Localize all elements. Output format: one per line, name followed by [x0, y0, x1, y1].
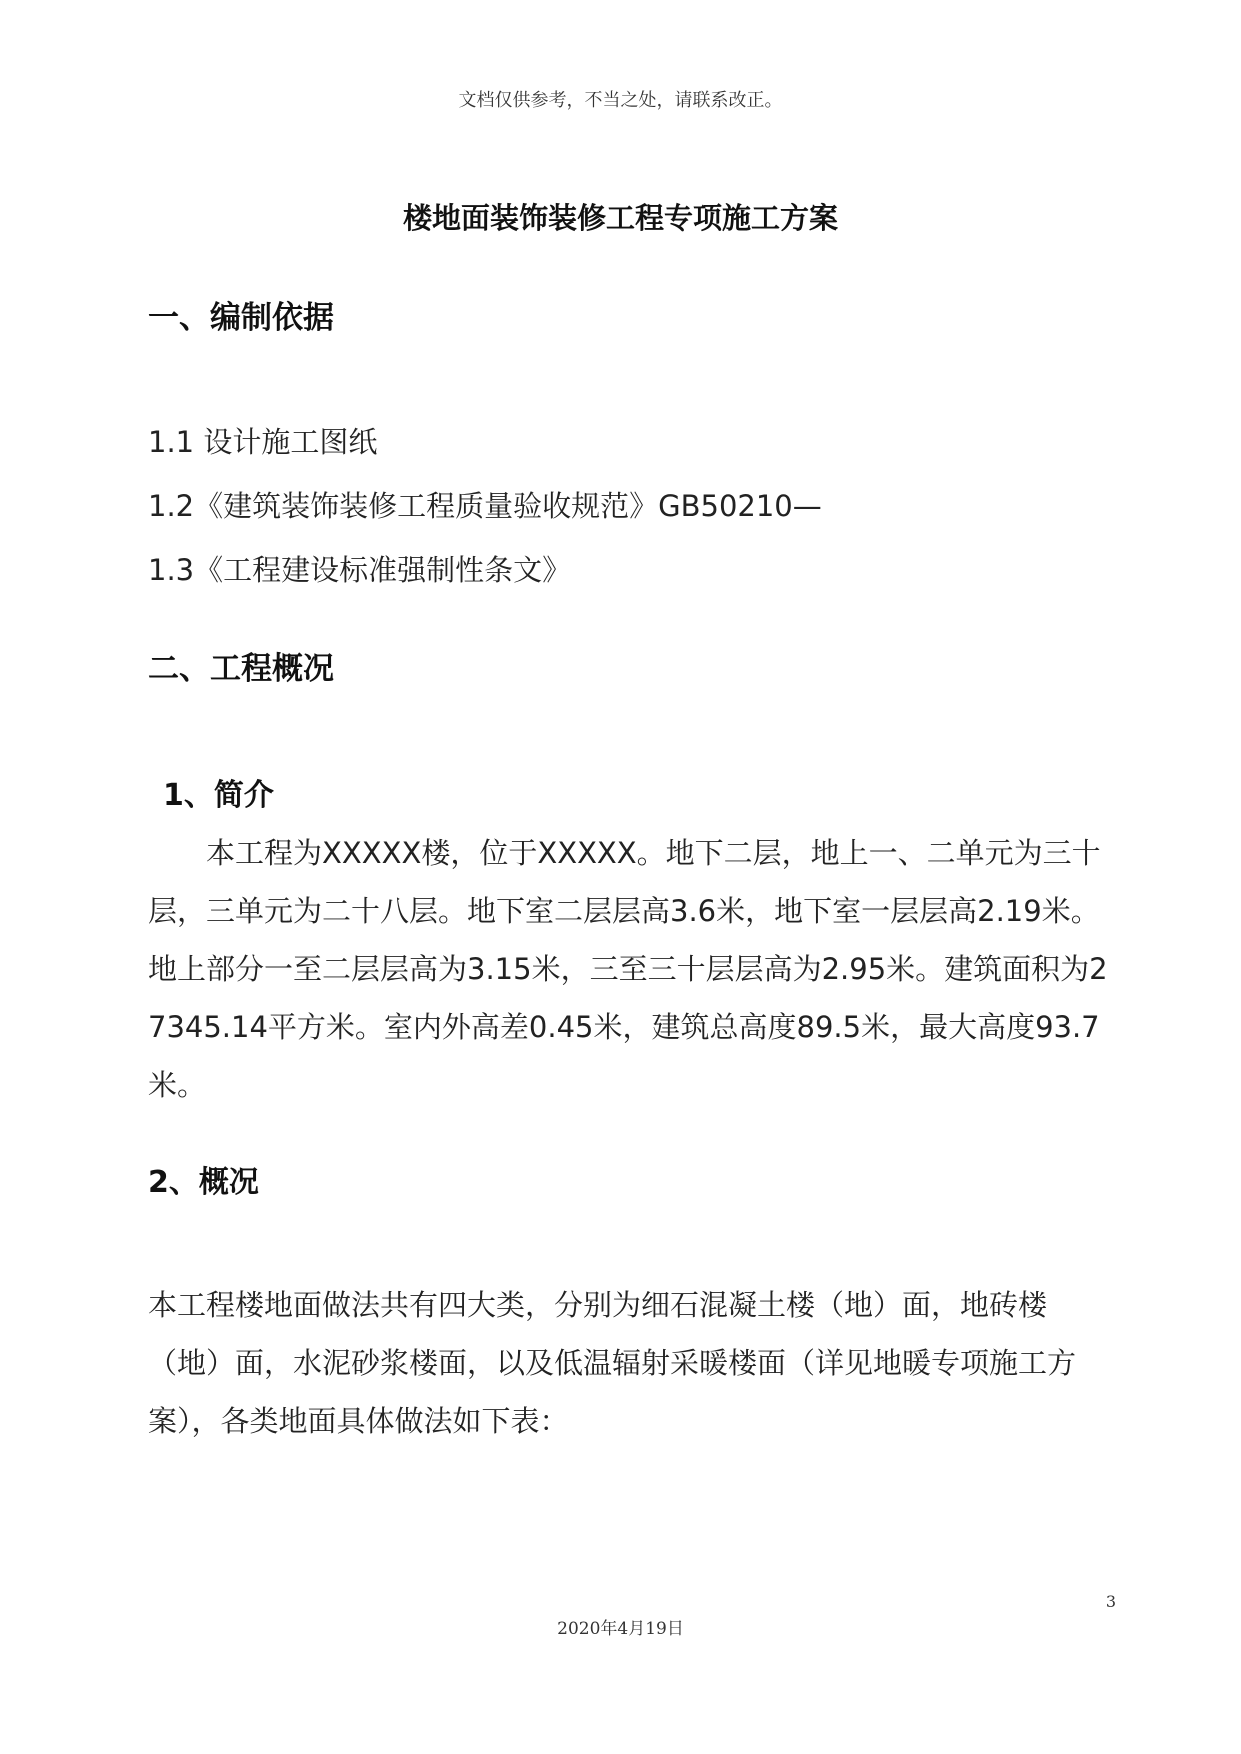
subsection-heading-intro: 1、简介 — [163, 778, 274, 813]
summary-paragraph: 本工程楼地面做法共有四大类，分别为细石混凝土楼（地）面，地砖楼（地）面，水泥砂浆楼面，以及低温辐射采暖楼面（详见地暖专项施工方案），各类地面具体做法如下表： — [148, 1288, 1077, 1438]
page-number: 3 — [1105, 1592, 1116, 1611]
subsection-heading-summary: 2、概况 — [148, 1165, 259, 1200]
footer-date: 2020年4月19日 — [557, 1619, 684, 1639]
header-note: 文档仅供参考，不当之处，请联系改正。 — [458, 90, 783, 111]
section-heading-basis: 一、编制依据 — [148, 300, 334, 336]
document-title: 楼地面装饰装修工程专项施工方案 — [402, 201, 838, 235]
reference-item: 1.2《建筑装饰装修工程质量验收规范》GB50210— — [148, 489, 822, 523]
reference-item: 1.1 设计施工图纸 — [148, 425, 378, 459]
reference-item: 1.3《工程建设标准强制性条文》 — [148, 553, 572, 587]
intro-paragraph: 本工程为XXXXX楼，位于XXXXX。地下二层，地上一、二单元为三十层，三单元为二十八层。地下室二层层高3.6米，地下室一层层高2.19米。地上部分一至二层层高为3.15米，三至三十层层高为2.95米。建筑面积为27345.14平方米。室内外高差0.45米，建筑总高度89.5米，最大高度93.7米。 — [148, 836, 1108, 1102]
section-heading-overview: 二、工程概况 — [148, 651, 334, 687]
